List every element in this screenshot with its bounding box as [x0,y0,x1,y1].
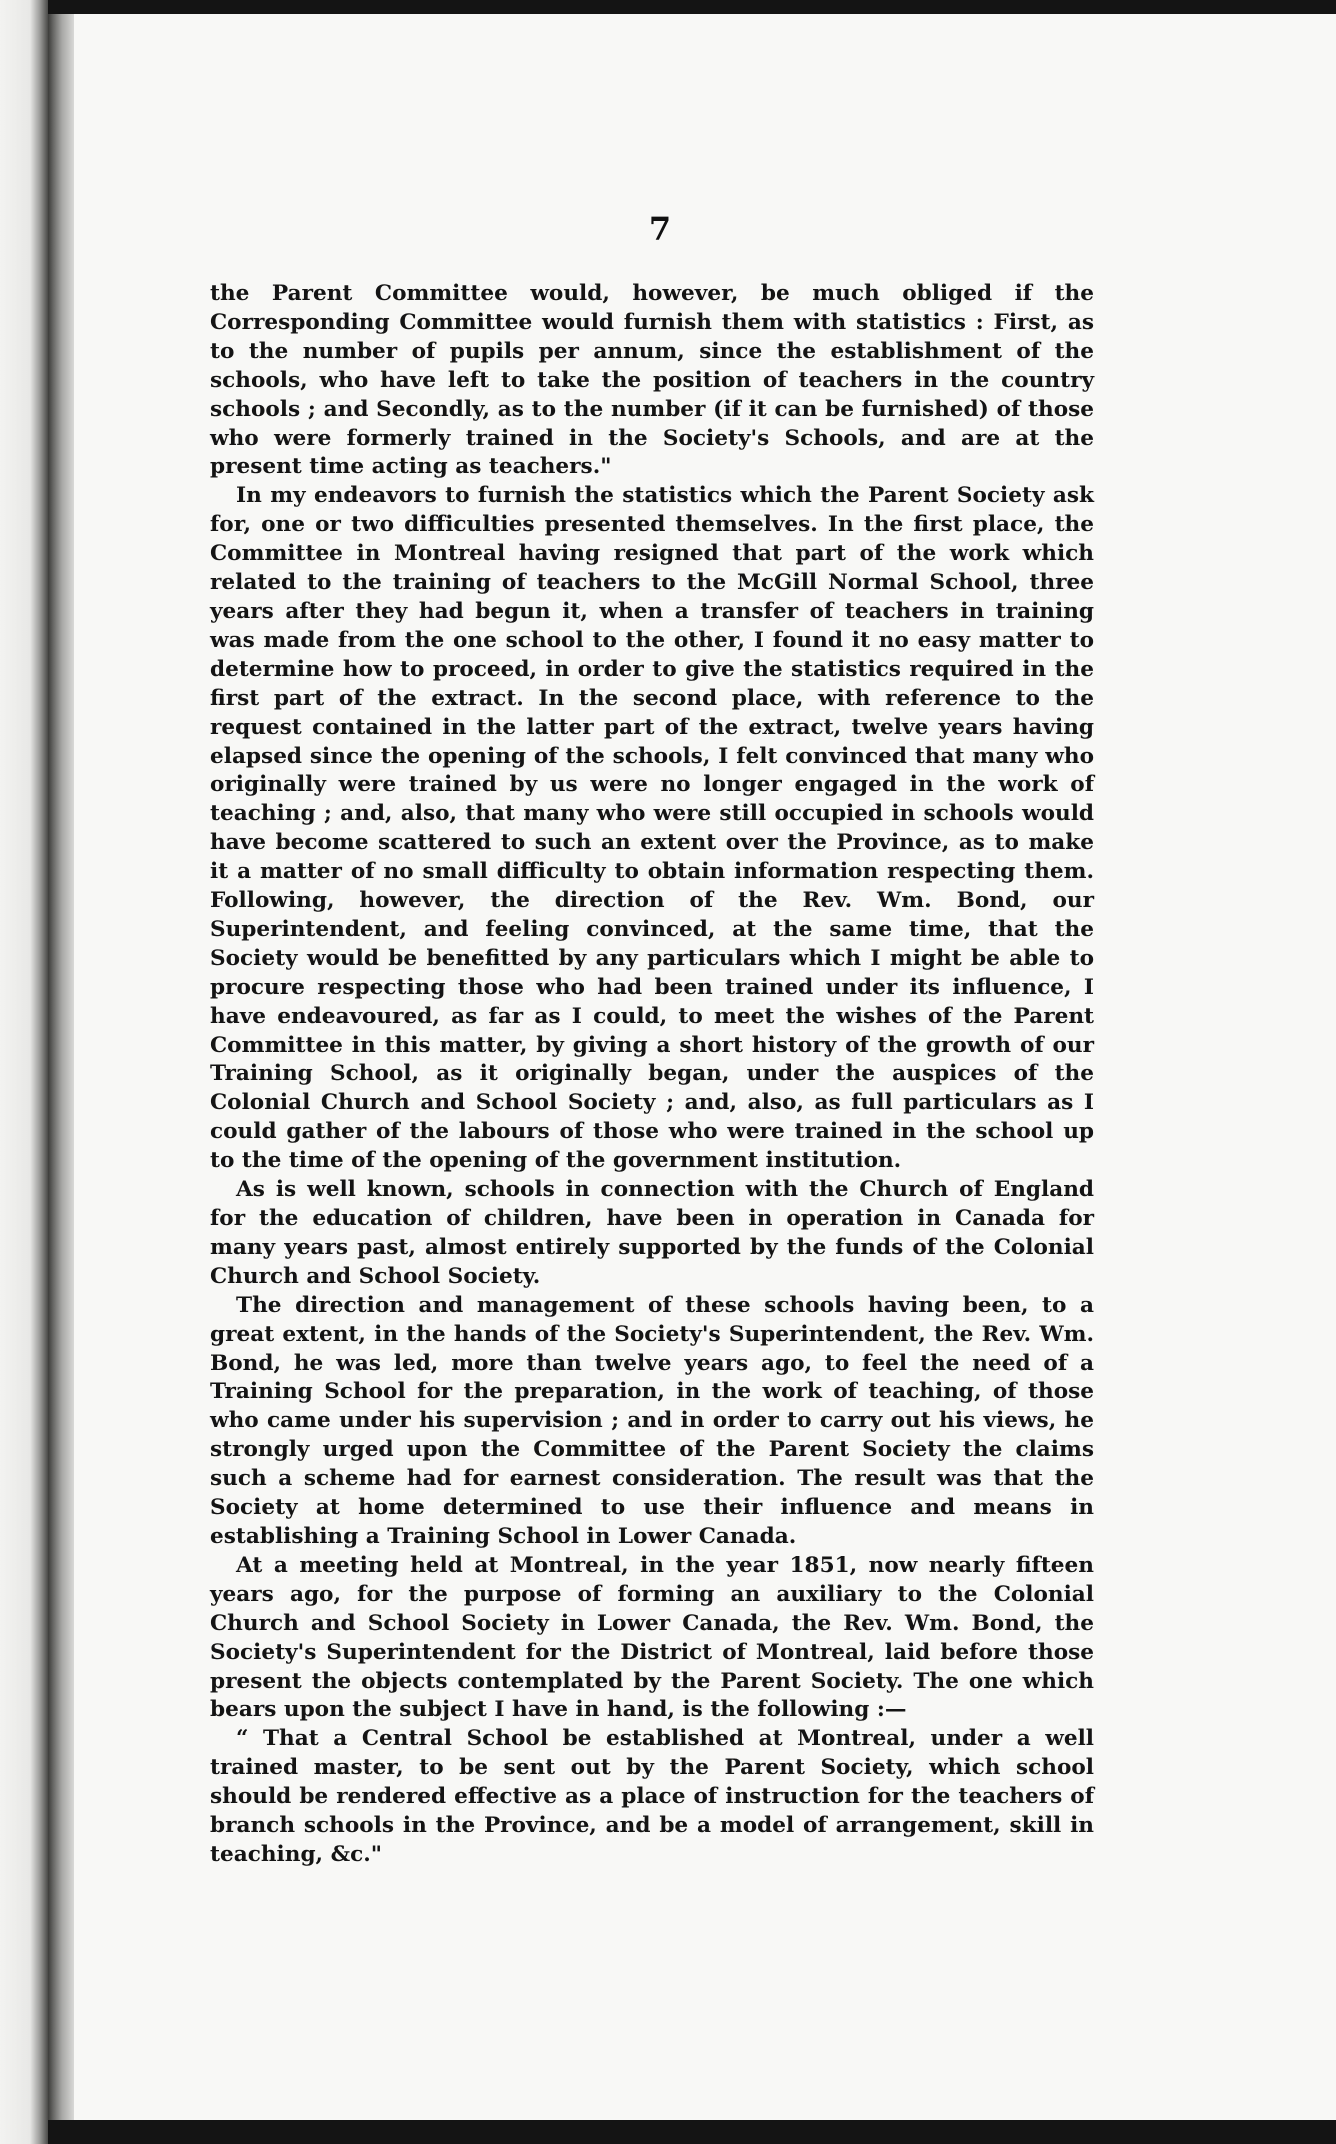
body-text [210,280,1094,1870]
paragraph-continuation: the Parent Committee would, however, be much obliged if the Corresponding Committee would furnish them with statistics : First, as to the number of pupils per annum, since the establishment of the schools, who have left to take the position of teachers in the country schools ; and Secondly, as to the number (if it can be furnished) of those who were formerly trained in the Society's Schools, and are at the present time acting as teachers." [210,281,1094,480]
paragraph-direction-management: The direction and management of these schools having been, to a great extent, in the hands of the Society's Superintendent, the Rev. Wm. Bond, he was led, more than twelve years ago, to feel the need of a Training School for the preparation, in the work of teaching, of those who came under his supervision ; and in order to carry out his views, he strongly urged upon the Committee of the Parent Society the claims such a scheme had for earnest consideration. The result was that the Society at home determined to use their influence and means in establishing a Training School in Lower Canada. [210,1292,1094,1549]
page-number: 7 [648,210,672,248]
book-gutter [48,0,74,2144]
scan-bottom-border [48,2120,1336,2144]
paragraph-schools-known: As is well known, schools in connection with the Church of England for the education of children, have been in operation in Canada for many years past, almost entirely supported by the funds of the Colonial Church and School Society. [210,1177,1094,1289]
paragraph-quoted-resolution: “ That a Central School be established at Montreal, under a well trained master, to be sent out by the Parent Society, which school should be rendered effective as a place of instruction for the teachers of branch schools in the Province, and be a model of arrangement, skill in teaching, &c." [210,1726,1094,1867]
paragraph-endeavors: In my endeavors to furnish the statistics which the Parent Society ask for, one or two difficulties presented themselves. In the first place, the Committee in Montreal having resigned that part of the work which related to the training of teachers to the McGill Normal School, three years after they had begun it, when a transfer of teachers in training was made from the one school to the other, I found it no easy matter to determine how to proceed, in order to give the statistics required in the first part of the extract. In the second place, with reference to the request contained in the latter part of the extract, twelve years having elapsed since the opening of the schools, I felt convinced that many who originally were trained by us were no longer engaged in the work of teaching ; and, also, that many who were still occupied in schools would have become scattered to such an extent over the Province, as to make it a matter of no small difficulty to obtain information respecting them. Following, however, the direction of the Rev. Wm. Bond, our Superintendent, and feeling convinced, at the same time, that the Society would be benefitted by any particulars which I might be able to procure respecting those who had been trained under its influence, I have endeavoured, as far as I could, to meet the wishes of the Parent Committee in this matter, by giving a short history of the growth of our Training School, as it originally began, under the auspices of the Colonial Church and School Society ; and, also, as full particulars as I could gather of the labours of those who were trained in the school up to the time of the opening of the government institution. [210,483,1094,1174]
facing-page-margin [0,0,48,2144]
scan-top-border [48,0,1336,14]
paragraph-meeting-1851: At a meeting held at Montreal, in the year 1851, now nearly fifteen years ago, for the purpose of forming an auxiliary to the Colonial Church and School Society in Lower Canada, the Rev. Wm. Bond, the Society's Superintendent for the District of Montreal, laid before those present the objects contemplated by the Parent Society. The one which bears upon the subject I have in hand, is the following :— [210,1552,1094,1723]
